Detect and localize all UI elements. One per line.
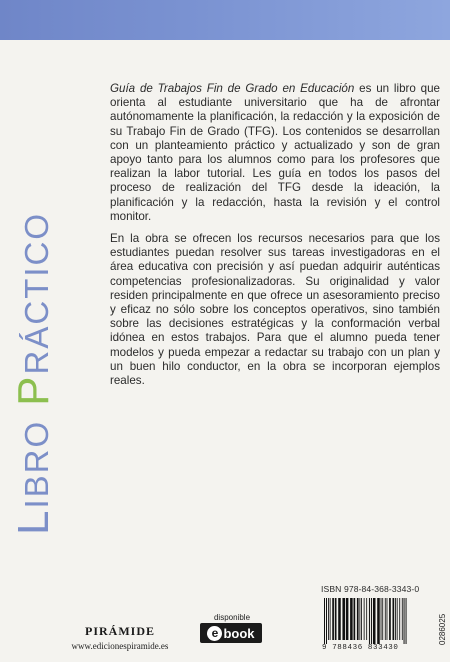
barcode-bar — [346, 598, 349, 640]
barcode-bar — [393, 598, 395, 640]
barcode-bar — [350, 598, 353, 640]
barcode-bar — [389, 598, 391, 640]
blurb-paragraph-1 — [110, 82, 440, 224]
barcode-bar — [359, 598, 360, 640]
back-cover-blurb — [110, 82, 440, 396]
barcode-bar — [354, 598, 356, 640]
isbn-label: ISBN 978-84-368-3343-0 — [321, 584, 420, 594]
barcode-bar — [328, 598, 329, 640]
barcode-bar — [338, 598, 341, 640]
blurb-p1-text: es un libro que orienta al estudiante universitario que ha de afrontar autónomamente la planificación, la redacción y la exposición de su Trabajo Fin de Grado (TFG). Los contenidos se desarrollan con un planteamiento práctico y actualizado y son de gran apoyo tanto para los alumnos como para los profesores que realizan la labor tutorial. Les guía en todos los pasos del proceso de realización del TFG desde la ideación, la planificación y la redacción, hasta la revisión y el control monitor. — [110, 82, 440, 223]
barcode-bar — [404, 598, 405, 644]
barcode-bar — [397, 598, 398, 640]
ebook-logo-icon — [200, 623, 262, 643]
barcode-bar — [369, 598, 370, 644]
barcode-bar — [385, 598, 386, 640]
barcode-bar — [387, 598, 388, 640]
publisher-url[interactable]: www.edicionespiramide.es — [71, 641, 169, 651]
series-title-vertical — [8, 80, 58, 540]
side-code — [436, 598, 448, 646]
barcode-bar — [342, 598, 345, 640]
barcode-bar — [357, 598, 359, 640]
barcode-bar — [330, 598, 331, 640]
publisher-logo-text: PIRÁMIDE — [85, 624, 155, 638]
barcode-number: 9 788436 833430 — [322, 644, 399, 652]
top-color-band — [0, 0, 450, 40]
barcode — [322, 598, 432, 646]
barcode-bar — [326, 598, 327, 644]
book-title-italic: Guía de Trabajos Fin de Grado en Educación — [110, 82, 355, 95]
barcode-bar — [406, 598, 407, 644]
ebook-available-label: disponible — [213, 613, 251, 622]
barcode-bar — [373, 598, 376, 644]
barcode-bar — [366, 598, 367, 640]
barcode-bar — [381, 598, 382, 640]
ebook-e-circle: e — [207, 626, 222, 641]
barcode-bar — [324, 598, 325, 644]
barcode-bar — [364, 598, 365, 640]
barcode-bar — [395, 598, 396, 640]
barcode-bar — [382, 598, 383, 640]
ebook-logo-text: book — [223, 625, 255, 641]
blurb-paragraph-2: En la obra se ofrecen los recursos necesarios para que los estudiantes puedan resolver sus tareas investigadoras en el área educativa con precisión y así puedan adquirir auténticas competencias profesionalizadoras. Su originalidad y valor residen principalmente en que ofrece un asesoramiento preciso y eficaz no sólo sobre los conceptos operativos, sino también sobre las decisiones estratégicas y la conformación verbal idónea en estos trabajos. Para que el alumno pueda tener modelos y pueda empezar a redactar su trabajo con un plan y un buen hilo conductor, en la obra se incorporan ejemplos reales. — [110, 232, 440, 388]
side-code-text: 0286025 — [438, 613, 447, 645]
barcode-bar — [361, 598, 362, 640]
barcode-bar — [332, 598, 334, 640]
barcode-bar — [377, 598, 380, 644]
ebook-badge — [196, 613, 268, 643]
barcode-bar — [402, 598, 403, 640]
barcode-bar — [335, 598, 337, 640]
barcode-bar — [399, 598, 400, 640]
series-title-text: LIBROPRÁCTICO — [9, 211, 58, 535]
barcode-bar — [371, 598, 372, 644]
